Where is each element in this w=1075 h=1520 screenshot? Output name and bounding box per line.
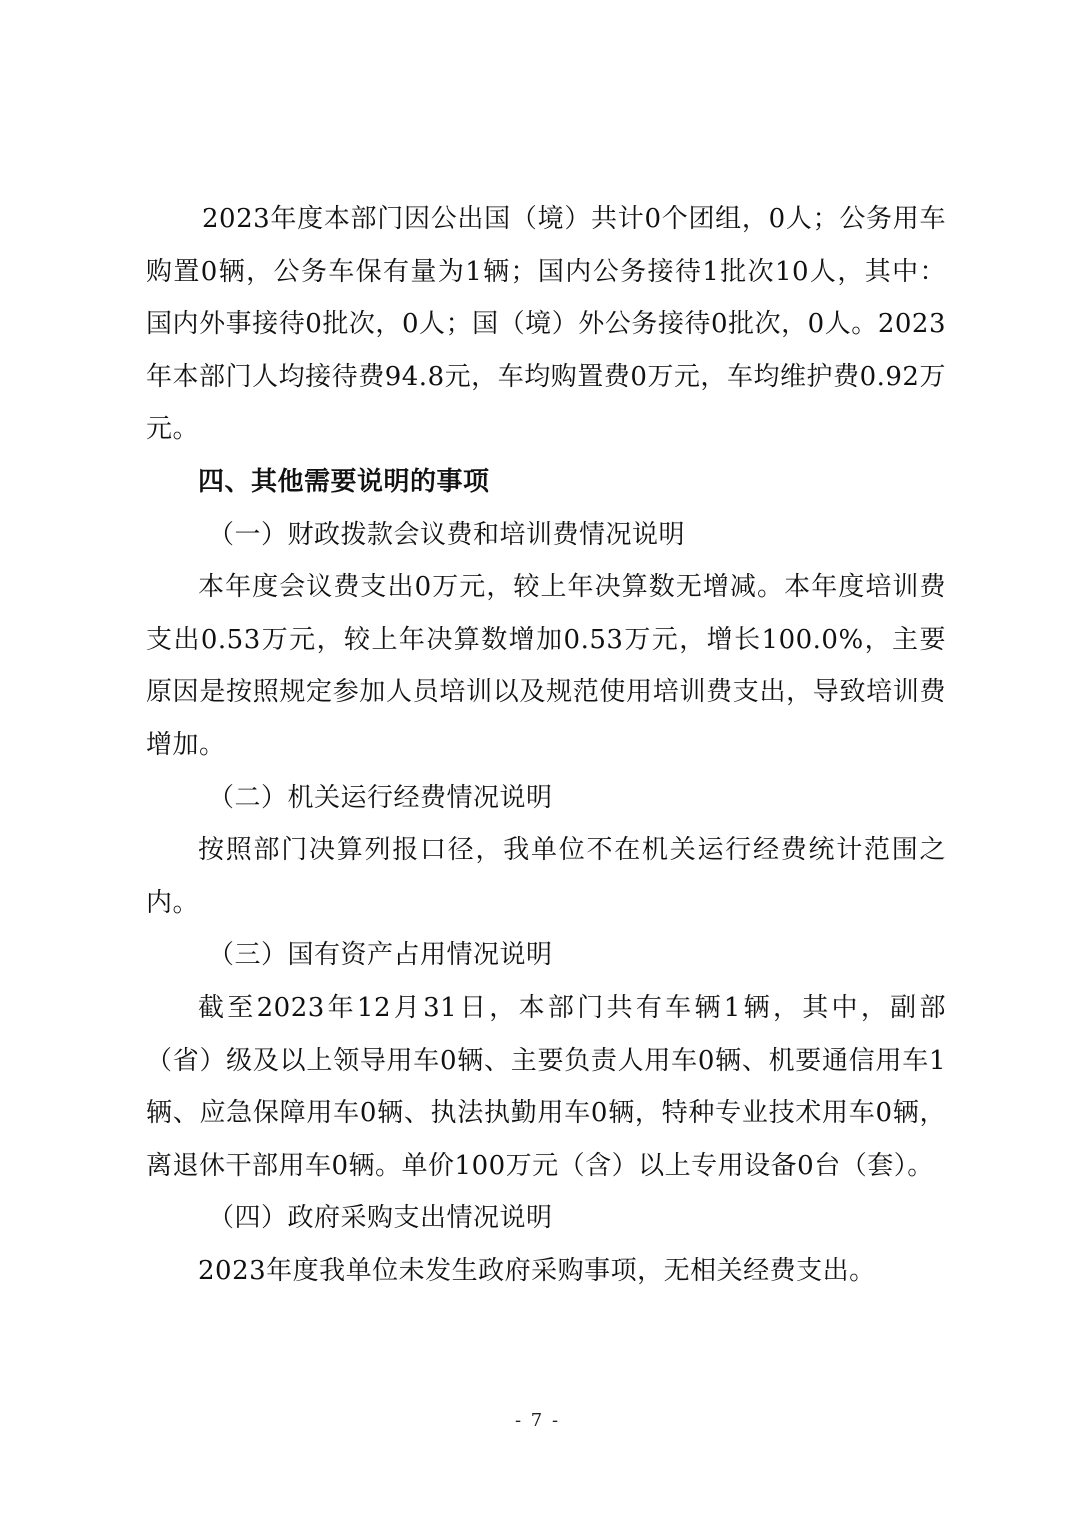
subsection-1-heading: （一）财政拨款会议费和培训费情况说明 xyxy=(208,519,686,550)
page-number: - 7 - xyxy=(514,1410,561,1431)
subsection-1-body: 本年度会议费支出0万元，较上年决算数无增减。本年度培训费支出0.53万元，较上年决算数增加0.53万元，增长100.0%，主要原因是按照规定参加人员培训以及规范使用培训费支出，导致培训费增加。 xyxy=(146,572,946,760)
subsection-3-body: 截至2023年12月31日，本部门共有车辆1辆，其中，副部（省）级及以上领导用车0辆、主要负责人用车0辆、机要通信用车1辆、应急保障用车0辆、执法执勤用车0辆，特种专业技术用车0辆，离退休干部用车0辆。单价100万元（含）以上专用设备0台（套）。 xyxy=(146,992,946,1181)
subsection-4-body: 2023年度我单位未发生政府采购事项，无相关经费支出。 xyxy=(198,1255,876,1286)
section-4-heading: 四、其他需要说明的事项 xyxy=(198,466,490,497)
subsection-2-heading: （二）机关运行经费情况说明 xyxy=(208,782,553,813)
subsection-2-body: 按照部门决算列报口径，我单位不在机关运行经费统计范围之内。 xyxy=(146,835,946,918)
subsection-3-heading: （三）国有资产占用情况说明 xyxy=(208,940,553,971)
paragraph-travel-reception: 2023年度本部门因公出国（境）共计0个团组，0人；公务用车购置0辆，公务车保有量为1辆；国内公务接待1批次10人，其中：国内外事接待0批次，0人；国（境）外公务接待0批次，0人。2023年本部门人均接待费94.8元，车均购置费0万元，车均维护费0.92万元。 xyxy=(146,204,946,445)
document-body xyxy=(146,193,946,1297)
subsection-4-heading: （四）政府采购支出情况说明 xyxy=(208,1203,553,1234)
